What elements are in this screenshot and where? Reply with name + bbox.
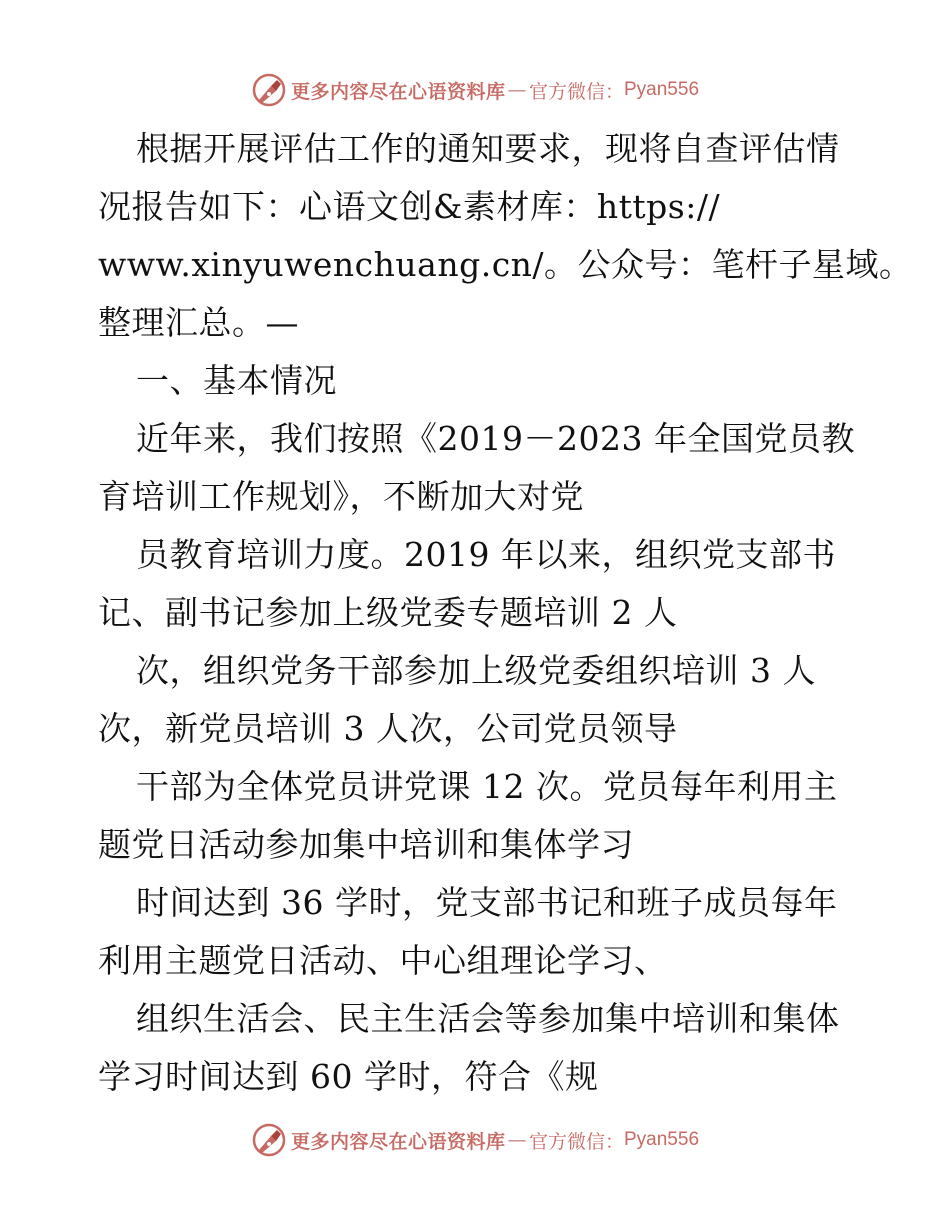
body-line: 利用主题党日活动、中心组理论学习、 xyxy=(98,941,668,980)
body-line: 干部为全体党员讲党课 12 次。党员每年利用主 xyxy=(136,767,838,806)
body-line: 记、副书记参加上级党委专题培训 2 人 xyxy=(98,593,678,632)
body-line: 育培训工作规划》，不断加大对党 xyxy=(98,477,584,516)
body-line: 组织生活会、民主生活会等参加集中培训和集体 xyxy=(136,999,840,1038)
watermark-label: 官方微信： xyxy=(528,80,624,103)
body-line: 根据开展评估工作的通知要求，现将自查评估情 xyxy=(136,129,840,168)
watermark-dash: — xyxy=(507,1129,527,1151)
body-line: 员教育培训力度。2019 年以来，组织党支部书 xyxy=(136,535,836,574)
footer-watermark xyxy=(0,1120,950,1160)
header-watermark xyxy=(0,70,950,110)
body-line: 时间达到 36 学时，党支部书记和班子成员每年 xyxy=(136,883,838,922)
section-heading: 一、基本情况 xyxy=(136,361,337,400)
body-line: 次，新党员培训 3 人次，公司党员领导 xyxy=(98,709,678,748)
pen-nib-logo-icon xyxy=(251,72,287,108)
body-line: 近年来，我们按照《2019－2023 年全国党员教 xyxy=(136,419,855,458)
body-line: 次，组织党务干部参加上级党委组织培训 3 人 xyxy=(136,651,816,690)
body-line: 题党日活动参加集中培训和集体学习 xyxy=(98,825,634,864)
pen-nib-logo-icon xyxy=(251,1122,287,1158)
watermark-label: 官方微信： xyxy=(528,1130,624,1153)
watermark-wechat-id: Pyan556 xyxy=(624,1129,700,1150)
body-line: 学习时间达到 60 学时，符合《规 xyxy=(98,1057,599,1096)
watermark-site-text: 更多内容尽在心语资料库 xyxy=(290,1130,506,1153)
watermark-dash: — xyxy=(507,79,527,101)
body-line: 况报告如下：心语文创&素材库：https:// xyxy=(98,187,721,226)
watermark-site-text: 更多内容尽在心语资料库 xyxy=(290,80,506,103)
watermark-wechat-id: Pyan556 xyxy=(624,79,700,100)
body-line: 整理汇总。— xyxy=(98,303,299,342)
body-line: www.xinyuwenchuang.cn/。公众号：笔杆子星域。 xyxy=(98,245,913,284)
